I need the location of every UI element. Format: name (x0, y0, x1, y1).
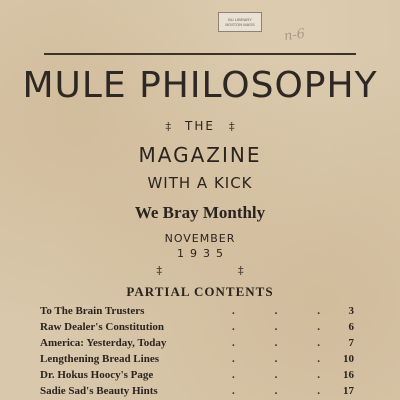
motto: We Bray Monthly (134, 203, 266, 222)
magazine-title: MULE PHILOSOPHY (22, 65, 378, 106)
toc-row (40, 383, 360, 399)
toc-row (40, 367, 360, 383)
dagger-left-2: ‡ (156, 264, 162, 277)
toc-leader-dots: . . . (232, 337, 320, 349)
toc-row (40, 303, 360, 319)
top-rule (44, 53, 356, 55)
the-line (0, 118, 400, 135)
toc-page-number: 16 (343, 369, 354, 381)
dagger-left: ‡ (165, 120, 172, 133)
toc-title: Raw Dealer's Constitution (40, 321, 165, 333)
toc-row (40, 351, 360, 367)
library-stamp (218, 12, 262, 32)
toc-title: Lengthening Bread Lines (40, 353, 159, 365)
toc-title: America: Yesterday, Today (40, 337, 167, 349)
toc-leader-dots: . . . (232, 369, 320, 381)
the-word: THE (185, 119, 215, 133)
contents-heading: PARTIAL CONTENTS (126, 284, 274, 299)
toc-page-number: 10 (343, 353, 354, 365)
toc-leader-dots: . . . (232, 321, 320, 333)
toc-page-number: 6 (348, 321, 354, 333)
stamp-line-1: BU LIBRARY (228, 17, 252, 22)
toc-page-number: 17 (343, 385, 354, 397)
table-of-contents (40, 303, 360, 399)
toc-leader-dots: . . . (232, 385, 320, 397)
tagline: WITH A KICK (147, 174, 253, 192)
toc-page-number: 3 (348, 305, 354, 317)
toc-leader-dots: . . . (232, 353, 320, 365)
stamp-line-2: BOSTON MASS (225, 22, 255, 27)
toc-row (40, 335, 360, 351)
toc-leader-dots: . . . (232, 305, 320, 317)
toc-title: Dr. Hokus Hoocy's Page (40, 369, 154, 381)
magazine-word: MAGAZINE (138, 143, 262, 167)
issue-year: 1935 (177, 247, 229, 260)
dagger-right-2: ‡ (238, 264, 244, 277)
dagger-right: ‡ (228, 120, 235, 133)
dagger-row (0, 264, 400, 278)
toc-page-number: 7 (348, 337, 354, 349)
issue-month: NOVEMBER (164, 232, 236, 245)
toc-title: Sadie Sad's Beauty Hints (40, 385, 158, 397)
pencil-annotation: n-6 (283, 26, 306, 45)
toc-row (40, 319, 360, 335)
toc-title: To The Brain Trusters (40, 305, 145, 317)
